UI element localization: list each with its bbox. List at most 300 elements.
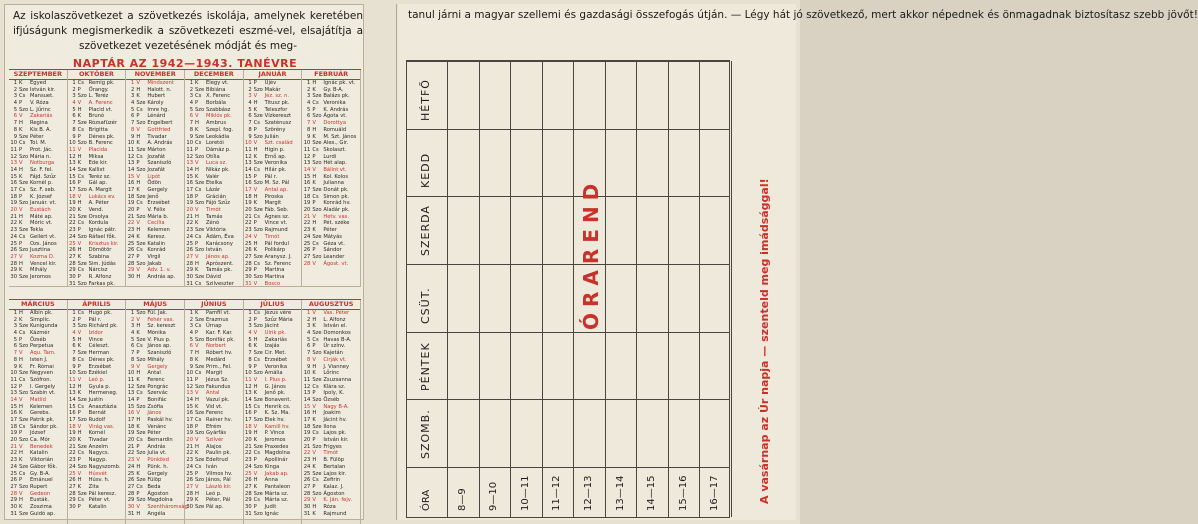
weekday-abbr: H [253, 383, 258, 390]
weekday-abbr: V [312, 356, 316, 363]
weekday-abbr: Sze [77, 443, 87, 450]
saint-name: Donát pk. [323, 187, 349, 193]
day-number: 11 [303, 146, 311, 153]
weekday-abbr: H [253, 430, 258, 437]
month-column [302, 70, 361, 286]
calendar-day-row [9, 330, 67, 337]
calendar-day-row [126, 317, 184, 324]
saint-name: Kalaz. J. [323, 483, 344, 490]
day-number: 28 [303, 260, 311, 267]
day-number: 15 [69, 173, 76, 180]
day-number: 14 [245, 396, 252, 403]
calendar-day-row [126, 417, 184, 424]
weekday-abbr: Szo [19, 247, 29, 254]
calendar-day-row [68, 430, 126, 437]
weekday-abbr: H [312, 80, 317, 86]
calendar-day-row [126, 254, 184, 261]
weekday-abbr: Sze [312, 140, 322, 147]
saint-name: Mária b. [147, 213, 169, 220]
saint-name: Zsófia [147, 403, 164, 410]
saint-name: Paskál hv. [147, 417, 173, 423]
saint-name: Ágost. vt. [323, 260, 349, 267]
weekday-abbr: P [195, 423, 199, 430]
day-number: 2 [72, 316, 76, 323]
day-number: 11 [303, 376, 311, 383]
weekday-abbr: H [19, 260, 23, 267]
calendar-day-row [126, 444, 184, 451]
day-number: 12 [303, 383, 311, 390]
calendar-day-row [244, 180, 302, 187]
day-number: 19 [186, 430, 193, 437]
saint-name: Vazul pk. [206, 396, 230, 403]
weekday-abbr: Szo [136, 403, 146, 410]
month-column [68, 70, 127, 286]
calendar-day-row [185, 357, 243, 364]
day-number: 14 [127, 166, 135, 173]
weekday-abbr: V [136, 363, 140, 370]
calendar-day-row [244, 323, 302, 330]
day-number: 18 [69, 423, 76, 430]
weekday-abbr: P [312, 106, 316, 113]
weekday-abbr: P [19, 146, 23, 153]
calendar-day-row [68, 410, 126, 417]
saint-name: Móric vt. [30, 220, 53, 227]
day-number: 8 [189, 126, 193, 133]
calendar-day-row [68, 457, 126, 464]
day-number: 20 [69, 437, 76, 444]
day-number: 2 [248, 86, 252, 93]
calendar-day-row [302, 377, 360, 384]
saint-name: Szepl. fog. [206, 126, 234, 133]
weekday-abbr: H [312, 316, 317, 323]
weekday-abbr: K [19, 410, 23, 417]
saint-name: Kunigunda [30, 323, 58, 330]
calendar-day-row [185, 370, 243, 377]
calendar-day-row [244, 384, 302, 391]
weekday-abbr: K [136, 423, 140, 430]
saint-name: Rupert [30, 483, 48, 490]
weekday-abbr: Cs [77, 173, 84, 180]
saint-name: Újév [264, 80, 277, 86]
calendar-day-row [126, 410, 184, 417]
calendar-day-row [68, 234, 126, 241]
calendar-day-row [9, 247, 67, 254]
calendar-day-row [9, 310, 67, 317]
calendar-day-row [244, 274, 302, 281]
weekday-abbr: V [312, 310, 316, 316]
weekday-abbr: K [77, 160, 82, 167]
day-number: 30 [245, 273, 252, 280]
saint-name: Etelka [206, 180, 223, 187]
day-number: 31 [69, 280, 76, 287]
saint-name: Pongrác [147, 383, 169, 390]
day-number: 6 [72, 113, 76, 120]
saint-name: Albin pk. [30, 310, 53, 316]
day-number: 6 [13, 343, 17, 350]
grid-line [407, 332, 729, 333]
day-number: 4 [307, 330, 311, 337]
calendar-day-row [244, 477, 302, 484]
weekday-abbr: Cs [253, 120, 260, 127]
weekday-abbr: K [77, 113, 82, 120]
calendar-day-row [126, 207, 184, 214]
timetable-title: ÓRAREND [579, 177, 604, 330]
weekday-abbr: V [77, 376, 82, 383]
weekday-abbr: V [77, 470, 82, 477]
weekday-abbr: V [253, 376, 258, 383]
saint-name: Kozma D. [30, 253, 55, 260]
weekday-abbr: V [19, 160, 23, 167]
day-number: 21 [127, 213, 135, 220]
saint-name: Gellért vt. [30, 233, 56, 240]
calendar-day-row [244, 350, 302, 357]
weekday-abbr: Sze [136, 430, 146, 437]
day-number: 23 [10, 457, 17, 464]
day-number: 9 [189, 363, 193, 370]
weekday-abbr: P [195, 146, 199, 153]
day-number: 30 [10, 503, 17, 510]
weekday-abbr: K [312, 510, 316, 517]
weekday-abbr: H [19, 213, 23, 220]
weekday-abbr: P [136, 490, 140, 497]
weekday-abbr: V [19, 253, 23, 260]
day-number: 6 [189, 113, 193, 120]
saint-name: Fr. Római [30, 363, 54, 370]
calendar-day-row [244, 154, 302, 161]
saint-name: Nikáz pk. [206, 166, 230, 173]
day-number: 2 [13, 316, 17, 323]
weekday-abbr: Cs [19, 423, 26, 430]
day-number: 31 [186, 280, 193, 287]
calendar-day-row [185, 330, 243, 337]
day-label: CSÜT. [419, 287, 432, 324]
calendar-day-row [302, 187, 360, 194]
saint-name: Pál r. [88, 316, 102, 323]
day-number: 9 [189, 133, 193, 140]
day-number: 25 [245, 470, 252, 477]
day-number: 17 [127, 417, 135, 423]
saint-name: Kázmér [30, 330, 50, 337]
saint-name: Ödön [147, 180, 162, 187]
weekday-abbr: Szo [195, 247, 205, 254]
calendar-day-row [185, 497, 243, 504]
weekday-abbr: Szo [77, 463, 87, 470]
month-column [126, 300, 188, 524]
day-number: 19 [69, 200, 76, 207]
saint-name: Szilveszter [206, 280, 234, 287]
weekday-abbr: Cs [19, 140, 26, 147]
saint-name: Virgil [147, 253, 161, 260]
weekday-abbr: Szo [19, 200, 29, 207]
hour-label: 13—14 [614, 475, 626, 511]
day-number: 13 [69, 160, 76, 167]
day-number: 16 [10, 180, 17, 187]
day-number: 10 [186, 370, 193, 377]
month-column [68, 300, 127, 524]
saint-name: K. Ján. fejv. [323, 497, 353, 504]
saint-name: Nárcisz [88, 267, 108, 274]
calendar-day-row [9, 357, 67, 364]
calendar-day-row [126, 267, 184, 274]
day-number: 14 [69, 396, 76, 403]
month-column [244, 70, 303, 286]
day-number: 16 [186, 410, 193, 417]
day-number: 6 [248, 343, 252, 350]
weekday-abbr: Szo [253, 180, 263, 187]
weekday-abbr: P [253, 457, 257, 464]
saint-name: Prot. Jác. [30, 146, 53, 153]
day-number: 23 [245, 227, 252, 234]
saint-name: Gy. B-A. [30, 470, 51, 477]
month-name: NOVEMBER [126, 70, 184, 80]
calendar-day-row [126, 227, 184, 234]
weekday-abbr: P [19, 430, 23, 437]
day-number: 30 [245, 503, 252, 510]
day-number: 17 [186, 187, 193, 193]
saint-name: Ezékiel [88, 370, 107, 377]
calendar-day-row [302, 147, 360, 154]
weekday-abbr: Cs [77, 126, 84, 133]
weekday-abbr: Cs [136, 343, 143, 350]
saint-name: Leokádia [206, 133, 230, 140]
weekday-abbr: Cs [195, 187, 202, 193]
day-number: 28 [10, 260, 17, 267]
day-number: 24 [186, 463, 193, 470]
weekday-abbr: P [77, 133, 81, 140]
day-number: 1 [248, 310, 252, 316]
calendar-day-row [68, 254, 126, 261]
weekday-abbr: Szo [312, 207, 322, 214]
saint-name: Pál r. [264, 173, 278, 180]
weekday-abbr: H [195, 213, 199, 220]
saint-name: Erzsébet [264, 356, 288, 363]
calendar-day-row [185, 180, 243, 187]
day-number: 10 [69, 140, 76, 147]
calendar-day-row [126, 464, 184, 471]
saint-name: Sz. Ferenc [264, 260, 292, 267]
day-number: 19 [127, 200, 135, 207]
day-number: 1 [248, 80, 252, 86]
calendar-day-row [126, 160, 184, 167]
day-number: 12 [186, 153, 193, 160]
calendar-day-row [302, 227, 360, 234]
weekday-abbr: Szo [195, 383, 205, 390]
calendar-day-row [244, 484, 302, 491]
weekday-abbr: H [77, 200, 82, 207]
weekday-abbr: K [77, 343, 82, 350]
calendar-day-row [185, 227, 243, 234]
weekday-abbr: Sze [19, 180, 29, 187]
calendar-day-row [244, 310, 302, 317]
saint-name: Kallixt [88, 166, 105, 173]
saint-name: Péter, Pál [206, 497, 231, 504]
day-number: 2 [189, 86, 193, 93]
saint-name: Veronika [323, 100, 346, 107]
weekday-abbr: V [77, 423, 82, 430]
weekday-abbr: P [77, 316, 81, 323]
day-number: 9 [131, 363, 135, 370]
weekday-abbr: Sze [77, 260, 87, 267]
saint-name: Géza vt. [323, 240, 345, 247]
calendar-day-row [244, 404, 302, 411]
weekday-abbr: V [253, 93, 258, 100]
day-number: 16 [127, 180, 135, 187]
saint-name: Keresz. [147, 233, 166, 240]
calendar-day-row [9, 254, 67, 261]
saint-name: Vencel kir. [30, 260, 57, 267]
weekday-abbr: Cs [312, 430, 319, 437]
calendar-day-row [68, 180, 126, 187]
weekday-abbr: Szo [195, 477, 205, 484]
weekday-abbr: Szo [195, 336, 205, 343]
day-number: 18 [303, 193, 311, 200]
saint-name: András [147, 443, 166, 450]
saint-name: Notburga [30, 160, 55, 167]
weekday-abbr: V [77, 193, 82, 200]
weekday-abbr: Sze [195, 180, 205, 187]
weekday-abbr: Sze [19, 227, 29, 234]
calendar-day-row [185, 377, 243, 384]
saint-name: Anzelm [88, 443, 108, 450]
day-number: 15 [127, 173, 135, 180]
saint-name: Paulin pk. [206, 450, 232, 457]
weekday-abbr: P [77, 503, 81, 510]
day-number: 17 [303, 187, 311, 193]
day-number: 2 [307, 316, 311, 323]
saint-name: Vend. [88, 207, 104, 214]
calendar-day-row [9, 134, 67, 141]
weekday-abbr: V [136, 457, 140, 464]
weekday-abbr: K [195, 310, 199, 316]
day-number: 22 [186, 220, 193, 227]
weekday-abbr: V [77, 100, 82, 107]
calendar-day-row [126, 350, 184, 357]
saint-name: Péter vt. [88, 497, 111, 504]
calendar-day-row [302, 134, 360, 141]
saint-name: Dorottya [323, 120, 347, 127]
day-number: 26 [245, 477, 252, 484]
weekday-abbr: Szo [19, 343, 29, 350]
day-number: 4 [189, 330, 193, 337]
saint-name: Tamás [206, 213, 223, 220]
saint-name: Károly [147, 100, 164, 107]
saint-name: Céleszt. [88, 343, 110, 350]
day-number: 30 [303, 503, 311, 510]
day-number: 24 [303, 233, 311, 240]
calendar-day-row [68, 397, 126, 404]
day-number: 9 [248, 133, 252, 140]
day-number: 20 [186, 437, 193, 444]
day-number: 9 [307, 133, 311, 140]
calendar-day-row [244, 397, 302, 404]
weekday-abbr: V [312, 450, 316, 457]
day-number: 18 [186, 193, 193, 200]
weekday-abbr: H [136, 323, 141, 330]
day-number: 7 [72, 120, 76, 127]
weekday-abbr: Cs [312, 193, 319, 200]
day-number: 14 [186, 396, 193, 403]
grid-line [407, 467, 729, 468]
day-number: 11 [127, 376, 135, 383]
saint-name: Anasztázia [88, 403, 117, 410]
day-number: 8 [72, 356, 76, 363]
calendar-day-row [302, 80, 360, 87]
calendar-day-row [185, 444, 243, 451]
saint-name: K. András [323, 106, 349, 113]
weekday-abbr: H [136, 417, 141, 423]
saint-name: Polikárp [264, 247, 286, 254]
day-number: 1 [72, 310, 76, 316]
saint-name: Lipót [147, 173, 161, 180]
weekday-abbr: Szo [77, 323, 87, 330]
day-number: 6 [13, 113, 17, 120]
calendar-day-row [9, 417, 67, 424]
weekday-abbr: Szo [195, 153, 205, 160]
day-number: 13 [245, 390, 252, 397]
weekday-abbr: Cs [312, 383, 319, 390]
weekday-abbr: P [312, 343, 316, 350]
calendar-day-row [9, 410, 67, 417]
saint-name: Leander [323, 253, 345, 260]
saint-name: András ap. [147, 273, 176, 280]
day-number: 7 [248, 120, 252, 127]
saint-name: Jéz. sz. n. [264, 93, 290, 100]
calendar-day-row [9, 384, 67, 391]
calendar-day-row [302, 330, 360, 337]
weekday-abbr: V [19, 443, 23, 450]
day-number: 21 [245, 213, 252, 220]
day-number: 27 [245, 253, 252, 260]
weekday-abbr: K [136, 376, 140, 383]
saint-name: Izajás [264, 343, 280, 350]
calendar-day-row [9, 497, 67, 504]
calendar-day-row [68, 160, 126, 167]
saint-name: Placid vt. [88, 106, 113, 113]
saint-name: Hubert [147, 93, 166, 100]
saint-name: Péter [323, 227, 337, 234]
day-number: 10 [303, 140, 311, 147]
saint-name: Szabin vt. [30, 390, 56, 397]
saint-name: Húsvét [88, 470, 107, 477]
day-number: 4 [248, 330, 252, 337]
calendar-day-row [244, 444, 302, 451]
weekday-abbr: K [253, 153, 258, 160]
weekday-abbr: Cs [19, 233, 26, 240]
weekday-abbr: P [253, 316, 257, 323]
day-number: 15 [127, 403, 135, 410]
calendar-day-row [9, 180, 67, 187]
weekday-abbr: Sze [19, 510, 29, 517]
weekday-abbr: Szo [312, 490, 322, 497]
saint-name: Január. vt. [30, 200, 57, 207]
calendar-day-row [68, 147, 126, 154]
calendar-day-row [244, 247, 302, 254]
day-number: 28 [127, 260, 135, 267]
saint-name: Herman [88, 350, 110, 357]
saint-name: K. Sz. Ma. [264, 410, 290, 417]
weekday-abbr: Cs [136, 483, 143, 490]
weekday-abbr: Sze [195, 86, 205, 93]
calendar-day-row [185, 437, 243, 444]
calendar-day-row [68, 450, 126, 457]
calendar-day-row [244, 390, 302, 397]
calendar-day-row [185, 87, 243, 94]
day-number: 27 [245, 483, 252, 490]
calendar-day-row [302, 323, 360, 330]
day-number: 28 [127, 490, 135, 497]
saint-name: Gergely [147, 187, 168, 193]
month-name: MÁRCIUS [9, 300, 67, 310]
